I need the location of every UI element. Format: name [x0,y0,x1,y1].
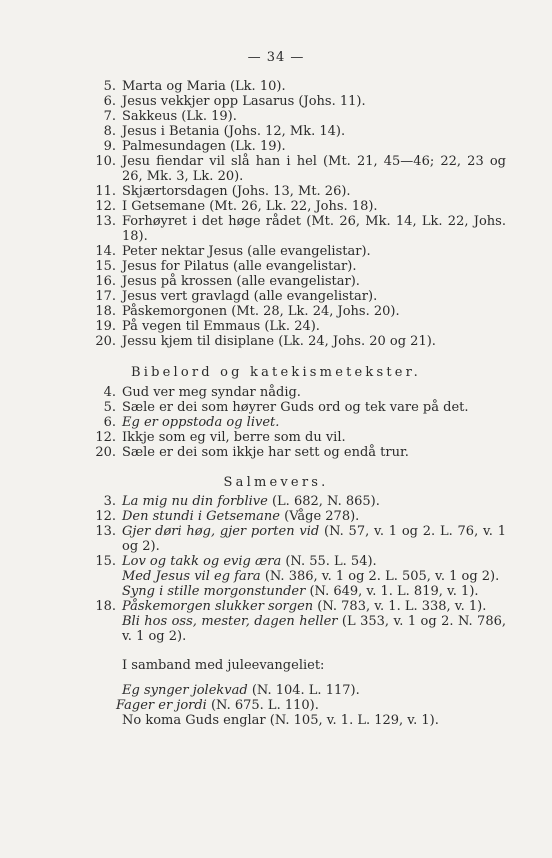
hymn-title: Med Jesus vil eg fara [122,569,261,584]
item-text: Peter nektar Jesus (alle evangelistar). [122,244,371,259]
item-number: 18. [95,304,116,319]
item-number: 12. [95,430,116,445]
page-number: — 34 — [247,50,305,65]
list-item [0,154,552,184]
item-number: 4. [103,385,116,400]
item-text: Sakkeus (Lk. 19). [122,109,237,124]
hymn-title: Syng i stille morgonstunder [122,584,306,599]
item-number: 20. [95,445,116,460]
item-number: 11. [95,184,116,199]
hymn-ref: (N. 386, v. 1 og 2. L. 505, v. 1 og 2). [260,569,500,584]
hymn-ref: No koma Guds englar (N. 105, v. 1. L. 129, v. 1). [122,713,439,728]
item-number [0,569,122,584]
item-number: 8. [103,124,116,139]
item-text: Jesu fiendar vil slå han i hel (Mt. 21, 45—46; 22, 23 og 26, Mk. 3, Lk. 20). [122,154,506,184]
item-number: 9. [103,139,116,154]
list-item [0,139,552,154]
list-item [0,614,552,644]
item-text: I Getsemane (Mt. 26, Lk. 22, Johs. 18). [122,199,378,214]
list-item [0,509,552,524]
list-item [0,430,552,445]
hymn-ref: (N. 55. L. 54). [281,554,377,569]
list-item [0,244,552,259]
list-item [0,304,552,319]
item-text: Jesus vekkjer opp Lasarus (Johs. 11). [122,94,366,109]
list-item [0,199,552,214]
hymn-title: Eg synger jolekvad [122,683,248,698]
list-item [0,584,552,599]
item-text: På vegen til Emmaus (Lk. 24). [122,319,320,334]
item-text: Skjærtorsdagen (Johs. 13, Mt. 26). [122,184,351,199]
bible-list [0,385,552,460]
list-item [0,289,552,304]
item-text: Jessu kjem til disiplane (Lk. 24, Johs. 20 og 21). [122,334,436,349]
hymn-heading: Salmevers. [223,475,329,490]
item-number: 3. [103,494,116,509]
list-item [0,400,552,415]
item-number: 17. [95,289,116,304]
item-text: Sæle er dei som ikkje har sett og endå trur. [122,445,409,460]
list-item [0,445,552,460]
hymn-title: Fager er jordi [116,698,207,713]
item-number [0,584,122,599]
item-number: 7. [103,109,116,124]
list-item [0,124,552,139]
hymn-ref: (Våge 278). [279,509,360,524]
hymn-title: Den stundi i Getsemane [122,509,280,524]
list-item [116,698,516,713]
list-item [0,599,552,614]
item-number: 15. [95,259,116,274]
item-number: 20. [95,334,116,349]
item-text: Marta og Maria (Lk. 10). [122,79,286,94]
hymn-title: Lov og takk og evig æra [122,554,282,569]
item-number: 12. [95,509,116,524]
item-number: 5. [103,400,116,415]
yule-intro: I samband med juleevangeliet: [122,658,325,673]
hymn-ref: (N. 57, v. 1 og 2. L. 76, v. 1 og 2). [122,524,506,554]
hymn-list [0,494,552,644]
item-text: Gud ver meg syndar nådig. [122,385,301,400]
item-number: 13. [95,214,116,229]
item-number: 14. [95,244,116,259]
list-item [0,334,552,349]
hymn-ref: (N. 783, v. 1. L. 338, v. 1). [313,599,487,614]
hymn-ref: (L. 682, N. 865). [267,494,380,509]
item-text: Jesus for Pilatus (alle evangelistar). [122,259,357,274]
item-text: Jesus i Betania (Johs. 12, Mk. 14). [122,124,346,139]
list-item [0,494,552,509]
list-item [0,259,552,274]
item-number: 19. [95,319,116,334]
hymn-ref: (N. 104. L. 117). [247,683,360,698]
list-item [0,319,552,334]
item-text: Jesus vert gravlagd (alle evangelistar). [122,289,378,304]
item-number: 15. [95,554,116,569]
item-number: 16. [95,274,116,289]
hymn-title: Påskemorgen slukker sorgen [122,599,314,614]
list-item [0,94,552,109]
item-text: Eg er oppstoda og livet. [122,415,280,430]
hymn-title: La mig nu din forblive [122,494,268,509]
gospel-list [0,79,552,349]
list-item [0,385,552,400]
item-text: Jesus på krossen (alle evangelistar). [122,274,360,289]
item-number: 10. [95,154,116,169]
item-text: Ikkje som eg vil, berre som du vil. [122,430,346,445]
list-item [0,415,552,430]
hymn-title: Gjer døri høg, gjer porten vid [122,524,320,539]
item-number: 6. [103,94,116,109]
hymn-title: Bli hos oss, mester, dagen heller [122,614,338,629]
list-item [0,554,552,569]
item-number [0,614,122,644]
hymn-ref: (N. 649, v. 1. L. 819, v. 1). [305,584,479,599]
item-number: 6. [103,415,116,430]
hymn-ref: (N. 675. L. 110). [206,698,319,713]
item-number: 5. [103,79,116,94]
list-item [0,274,552,289]
list-item [0,109,552,124]
bible-heading: Bibelord og katekismetekster. [130,365,422,380]
list-item [0,79,552,94]
hymn-ref: (L 353, v. 1 og 2. N. 786, v. 1 og 2). [122,614,506,644]
item-number: 18. [95,599,116,614]
list-item [0,569,552,584]
item-number: 13. [95,524,116,539]
item-number: 12. [95,199,116,214]
list-item [0,184,552,199]
item-text: Forhøyret i det høge rådet (Mt. 26, Mk. 14, Lk. 22, Johs. 18). [122,214,506,244]
item-text: Sæle er dei som høyrer Guds ord og tek vare på det. [122,400,469,415]
list-item [0,214,552,244]
item-text: Påskemorgonen (Mt. 28, Lk. 24, Johs. 20). [122,304,400,319]
list-item [122,713,522,728]
list-item [0,524,552,554]
item-text: Palmesundagen (Lk. 19). [122,139,286,154]
list-item [122,683,522,698]
